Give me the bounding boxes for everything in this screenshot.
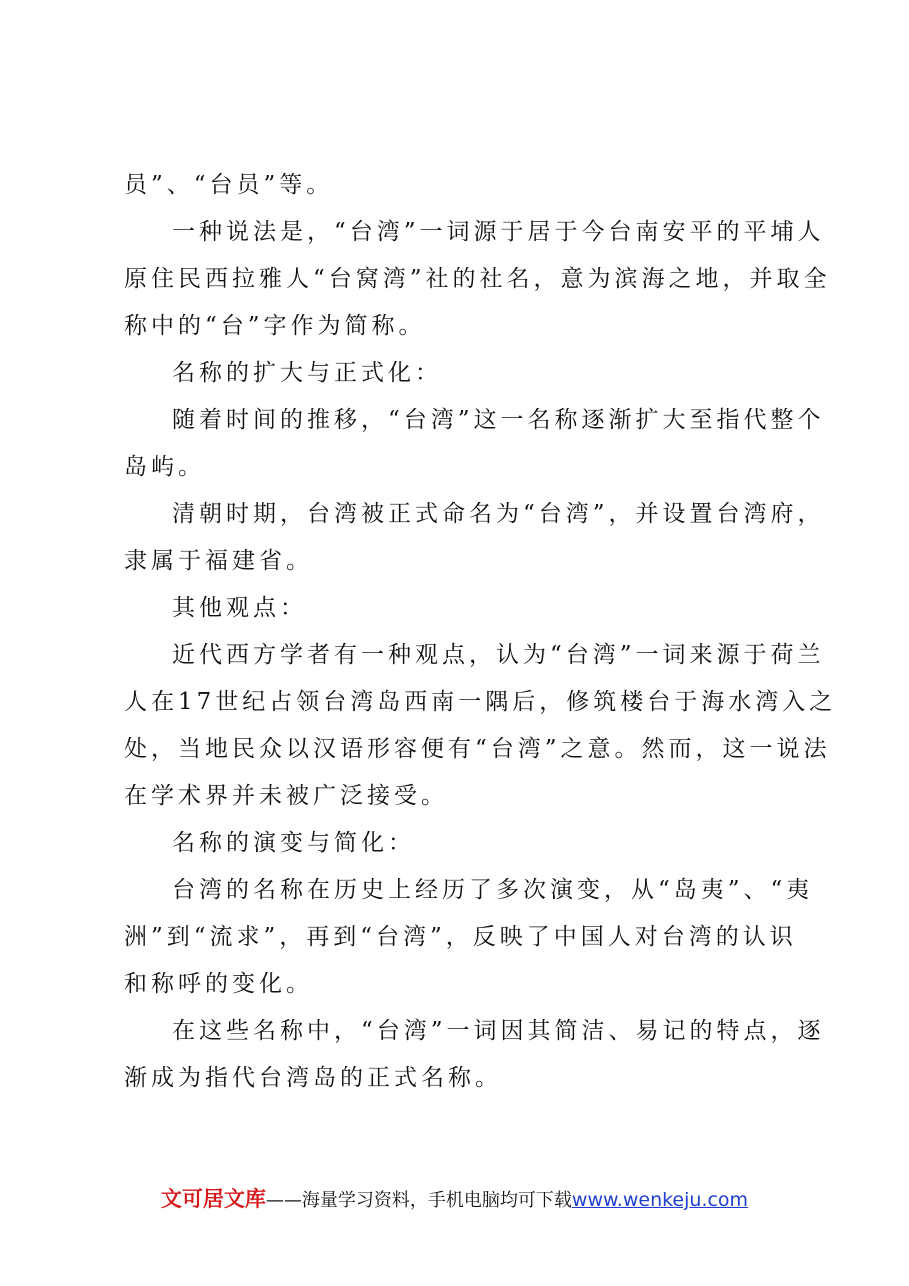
text-line: 近代西方学者有一种观点，认为“台湾”一词来源于荷兰	[172, 642, 825, 668]
paragraph-origin-theory	[124, 209, 831, 350]
page-footer	[0, 1183, 909, 1213]
text-line: 岛屿。	[124, 454, 205, 480]
text-line: 人在17世纪占领台湾岛西南一隅后，修筑楼台于海水湾入之	[124, 689, 837, 715]
section-heading-evolution	[124, 820, 794, 867]
text-line: 和称呼的变化。	[124, 971, 313, 997]
footer-site-link[interactable]: www.wenkeju.com	[571, 1189, 749, 1211]
text-line: 渐成为指代台湾岛的正式名称。	[124, 1065, 502, 1091]
section-heading-expansion	[124, 350, 794, 397]
footer-tagline: ——海量学习资料，手机电脑均可下载	[265, 1190, 572, 1211]
paragraph-continuation	[124, 162, 794, 209]
text-line: 台湾的名称在历史上经历了多次演变，从“岛夷”、“夷	[172, 877, 814, 903]
text-line: 一种说法是，“台湾”一词源于居于今台南安平的平埔人	[172, 219, 825, 245]
text-line: 洲”到“流求”，再到“台湾”，反映了中国人对台湾的认识	[124, 924, 797, 950]
text-line: 名称的扩大与正式化：	[172, 360, 442, 386]
text-line: 员”、“台员”等。	[124, 172, 334, 198]
text-line: 随着时间的推移，“台湾”这一名称逐渐扩大至指代整个	[172, 407, 825, 433]
text-line: 在学术界并未被广泛接受。	[124, 783, 448, 809]
paragraph-western-scholars	[124, 632, 837, 820]
text-line: 在这些名称中，“台湾”一词因其简洁、易记的特点，逐	[172, 1018, 825, 1044]
text-line: 原住民西拉雅人“台窝湾”社的社名，意为滨海之地，并取全	[124, 266, 831, 292]
text-line: 清朝时期，台湾被正式命名为“台湾”，并设置台湾府，	[172, 501, 825, 527]
text-line: 处，当地民众以汉语形容便有“台湾”之意。然而，这一说法	[124, 736, 831, 762]
document-body	[124, 162, 837, 1102]
footer-brand: 文可居文库	[160, 1187, 266, 1211]
section-heading-other-views	[124, 585, 794, 632]
text-line: 隶属于福建省。	[124, 548, 313, 574]
paragraph-conclusion	[124, 1008, 825, 1102]
text-line: 名称的演变与简化：	[172, 830, 415, 856]
paragraph-expansion	[124, 397, 825, 491]
paragraph-evolution	[124, 867, 814, 1008]
text-line: 称中的“台”字作为简称。	[124, 313, 426, 339]
paragraph-qing-dynasty	[124, 491, 825, 585]
text-line: 其他观点：	[172, 595, 307, 621]
